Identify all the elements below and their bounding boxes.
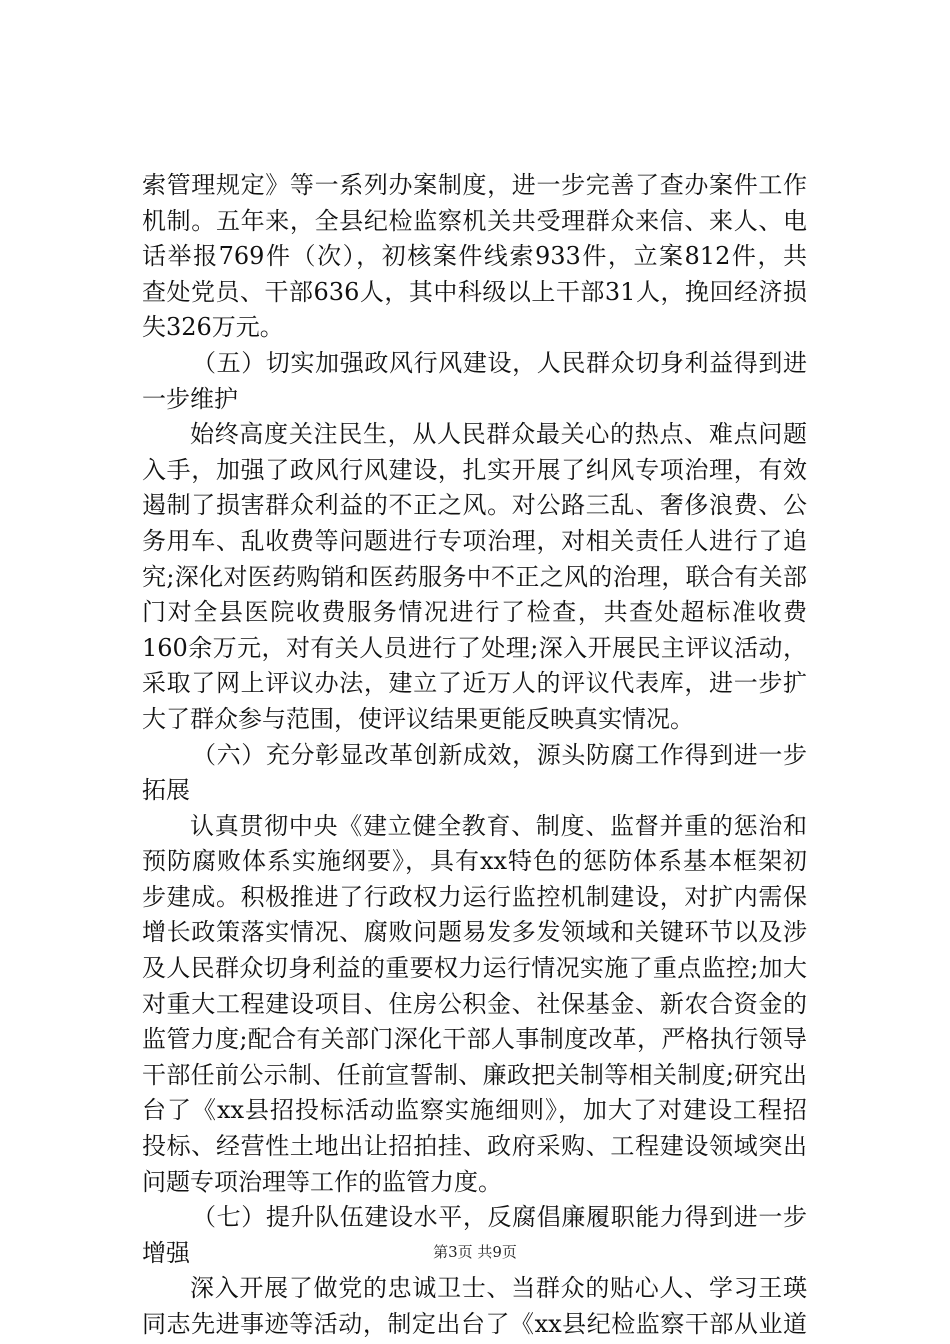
- text-line: 对重大工程建设项目、住房公积金、社保基金、新农合资金的: [142, 989, 807, 1018]
- text-line: 失326万元。: [142, 313, 284, 342]
- text-line: 增强: [142, 1238, 190, 1267]
- text-line: 遏制了损害群众利益的不正之风。对公路三乱、奢侈浪费、公: [142, 491, 807, 520]
- text-line: 一步维护: [142, 384, 238, 413]
- text-line: 问题专项治理等工作的监管力度。: [142, 1167, 502, 1196]
- text-line: 干部任前公示制、任前宣誓制、廉政把关制等相关制度;研究出: [142, 1060, 807, 1089]
- text-line: 及人民群众切身利益的重要权力运行情况实施了重点监控;加大: [142, 954, 807, 983]
- text-line: 160余万元，对有关人员进行了处理;深入开展民主评议活动，: [142, 633, 807, 662]
- text-line: 投标、经营性土地出让招拍挂、政府采购、工程建设领域突出: [142, 1132, 807, 1161]
- text-line: 大了群众参与范围，使评议结果更能反映真实情况。: [142, 704, 694, 733]
- document-body: [142, 168, 807, 1343]
- text-line: （六）充分彰显改革创新成效，源头防腐工作得到进一步: [192, 740, 807, 769]
- body-paragraph: [142, 168, 807, 346]
- text-line: 机制。五年来，全县纪检监察机关共受理群众来信、来人、电: [142, 206, 807, 235]
- body-paragraph: [142, 1271, 807, 1342]
- text-line: （五）切实加强政风行风建设，人民群众切身利益得到进: [192, 348, 807, 377]
- text-line: 采取了网上评议办法，建立了近万人的评议代表库，进一步扩: [142, 669, 807, 698]
- text-line: 始终高度关注民生，从人民群众最关心的热点、难点问题: [190, 420, 807, 449]
- page-number-label: 第3页 共9页: [433, 1243, 517, 1261]
- text-line: 查处党员、干部636人，其中科级以上干部31人，挽回经济损: [142, 277, 807, 306]
- text-line: 门对全县医院收费服务情况进行了检查，共查处超标准收费: [142, 598, 807, 627]
- text-line: 拓展: [142, 776, 190, 805]
- page-footer: [0, 1242, 950, 1262]
- body-paragraph: [142, 809, 807, 1201]
- text-line: 认真贯彻中央《建立健全教育、制度、监督并重的惩治和: [190, 811, 807, 840]
- text-line: 监管力度;配合有关部门深化干部人事制度改革，严格执行领导: [142, 1025, 807, 1054]
- text-line: 究;深化对医药购销和医药服务中不正之风的治理，联合有关部: [142, 562, 807, 591]
- section-heading: [142, 346, 807, 417]
- text-line: 务用车、乱收费等问题进行专项治理，对相关责任人进行了追: [142, 526, 807, 555]
- text-line: 入手，加强了政风行风建设，扎实开展了纠风专项治理，有效: [142, 455, 807, 484]
- text-line: 步建成。积极推进了行政权力运行监控机制建设，对扩内需保: [142, 882, 807, 911]
- body-paragraph: [142, 417, 807, 737]
- text-line: （七）提升队伍建设水平，反腐倡廉履职能力得到进一步: [192, 1203, 807, 1232]
- text-line: 预防腐败体系实施纲要》，具有xx特色的惩防体系基本框架初: [142, 847, 807, 876]
- text-line: 增长政策落实情况、腐败问题易发多发领域和关键环节以及涉: [142, 918, 807, 947]
- section-heading: [142, 738, 807, 809]
- text-line: 同志先进事迹等活动，制定出台了《xx县纪检监察干部从业道: [142, 1310, 807, 1338]
- text-line: 深入开展了做党的忠诚卫士、当群众的贴心人、学习王瑛: [190, 1274, 807, 1303]
- text-line: 话举报769件（次），初核案件线索933件，立案812件，共: [142, 242, 807, 271]
- text-line: 台了《xx县招投标活动监察实施细则》，加大了对建设工程招: [142, 1096, 807, 1125]
- text-line: 索管理规定》等一系列办案制度，进一步完善了查办案件工作: [142, 171, 807, 199]
